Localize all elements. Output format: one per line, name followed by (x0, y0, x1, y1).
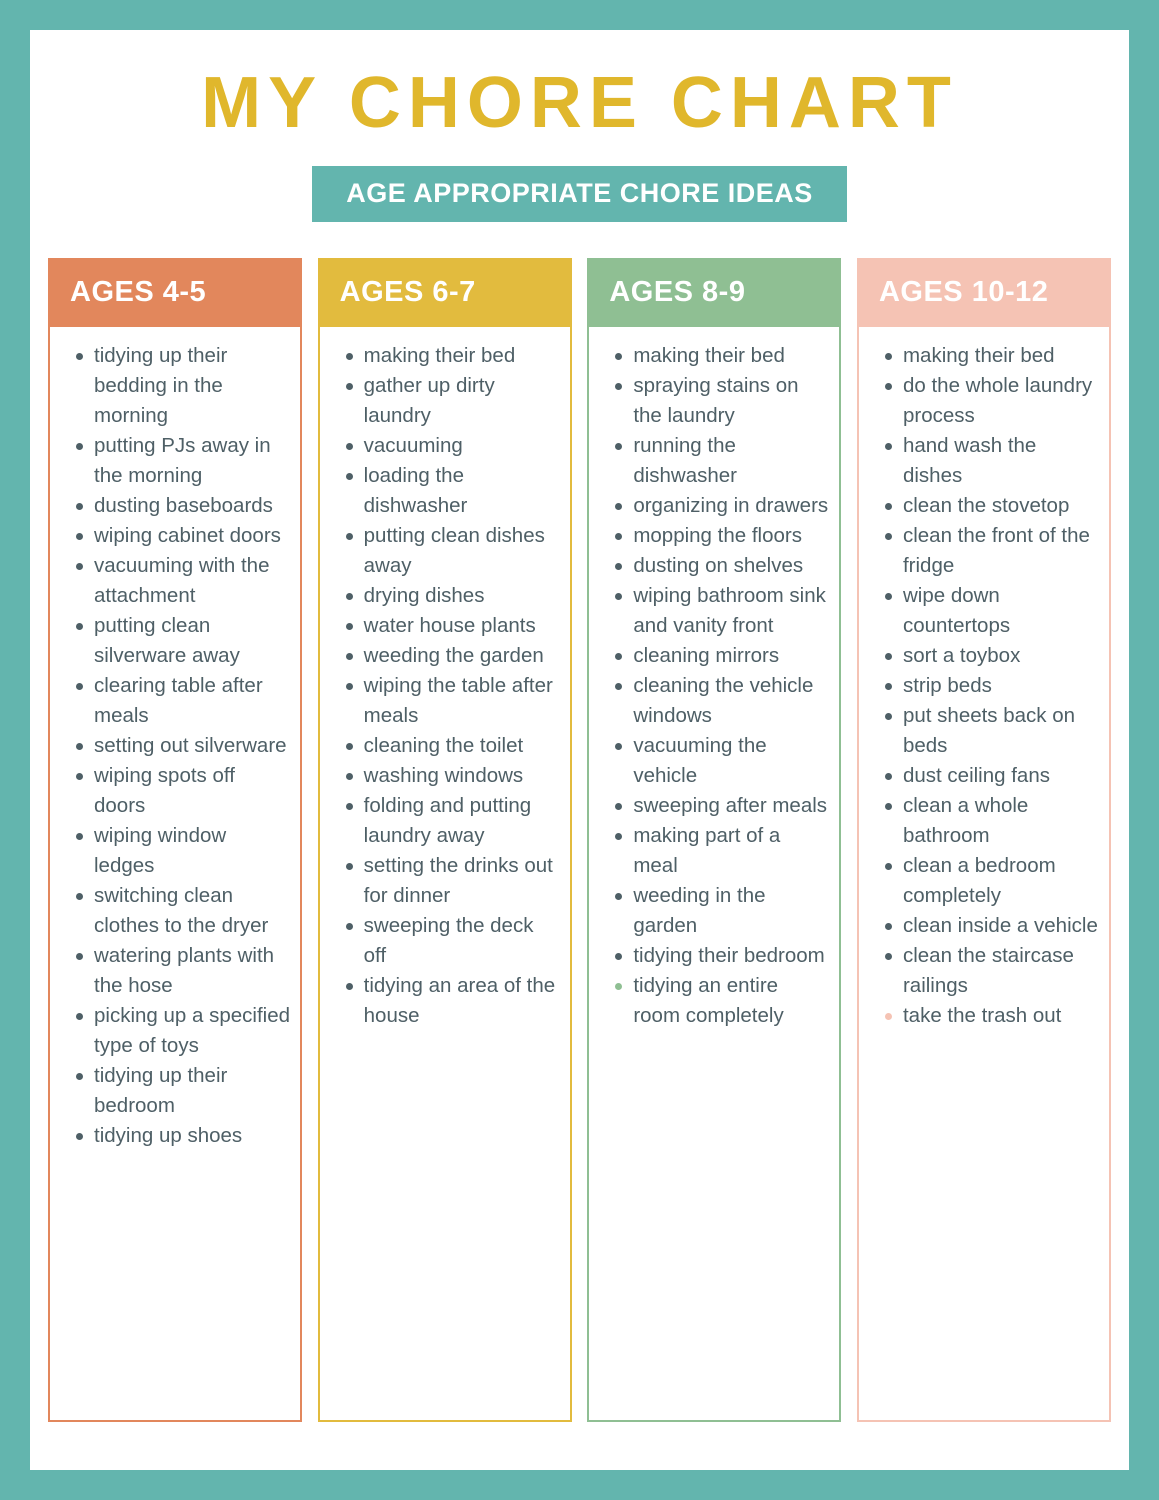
chore-item: clean the stovetop (903, 491, 1099, 521)
chore-item: wiping the table after meals (364, 671, 560, 731)
chore-item: making their bed (364, 341, 560, 371)
chore-item: spraying stains on the laundry (633, 371, 829, 431)
column-heading: AGES 8-9 (587, 258, 841, 327)
chore-column-ages-8-9 (587, 258, 841, 1422)
chore-item: dusting on shelves (633, 551, 829, 581)
chore-item: making their bed (633, 341, 829, 371)
chore-item: loading the dishwasher (364, 461, 560, 521)
chore-item: watering plants with the hose (94, 941, 290, 1001)
chore-list (330, 341, 560, 1031)
chore-item: clean a bedroom completely (903, 851, 1099, 911)
column-body (318, 327, 572, 1422)
chore-item: tidying an area of the house (364, 971, 560, 1031)
chore-item: putting clean silverware away (94, 611, 290, 671)
chore-item: putting clean dishes away (364, 521, 560, 581)
chore-chart-page (30, 30, 1129, 1470)
chore-item: folding and putting laundry away (364, 791, 560, 851)
chore-list (60, 341, 290, 1151)
chore-item: running the dishwasher (633, 431, 829, 491)
chore-item: weeding the garden (364, 641, 560, 671)
chore-item: clean the staircase railings (903, 941, 1099, 1001)
page-subtitle: AGE APPROPRIATE CHORE IDEAS (312, 166, 847, 222)
chore-item: dusting baseboards (94, 491, 290, 521)
chore-item: switching clean clothes to the dryer (94, 881, 290, 941)
chore-column-ages-4-5 (48, 258, 302, 1422)
chore-item: wiping bathroom sink and vanity front (633, 581, 829, 641)
chore-item: making their bed (903, 341, 1099, 371)
chore-item: do the whole laundry process (903, 371, 1099, 431)
chore-item: tidying up shoes (94, 1121, 290, 1151)
chore-item: putting PJs away in the morning (94, 431, 290, 491)
chore-column-ages-6-7 (318, 258, 572, 1422)
chore-item: cleaning mirrors (633, 641, 829, 671)
chore-item: vacuuming with the attachment (94, 551, 290, 611)
chore-item: washing windows (364, 761, 560, 791)
chore-item: wipe down countertops (903, 581, 1099, 641)
chore-item: tidying up their bedding in the morning (94, 341, 290, 431)
chore-item: clean inside a vehicle (903, 911, 1099, 941)
chore-item: water house plants (364, 611, 560, 641)
chore-item: dust ceiling fans (903, 761, 1099, 791)
chore-item: gather up dirty laundry (364, 371, 560, 431)
chore-item: clearing table after meals (94, 671, 290, 731)
chore-item: making part of a meal (633, 821, 829, 881)
chore-list (599, 341, 829, 1031)
chore-item: organizing in drawers (633, 491, 829, 521)
chore-item: weeding in the garden (633, 881, 829, 941)
column-body (587, 327, 841, 1422)
column-heading: AGES 4-5 (48, 258, 302, 327)
chore-item: drying dishes (364, 581, 560, 611)
chore-item: wiping window ledges (94, 821, 290, 881)
chore-item: clean a whole bathroom (903, 791, 1099, 851)
chore-item: take the trash out (903, 1001, 1099, 1031)
chore-item: sort a toybox (903, 641, 1099, 671)
chore-item: tidying their bedroom (633, 941, 829, 971)
chore-list (869, 341, 1099, 1031)
chore-columns (30, 258, 1129, 1422)
chore-item: vacuuming (364, 431, 560, 461)
chore-item: mopping the floors (633, 521, 829, 551)
column-body (857, 327, 1111, 1422)
page-title: MY CHORE CHART (201, 63, 958, 143)
column-body (48, 327, 302, 1422)
chore-item: tidying an entire room completely (633, 971, 829, 1031)
chore-item: picking up a specified type of toys (94, 1001, 290, 1061)
chore-item: wiping cabinet doors (94, 521, 290, 551)
chore-item: cleaning the vehicle windows (633, 671, 829, 731)
chore-item: hand wash the dishes (903, 431, 1099, 491)
chore-item: setting out silverware (94, 731, 290, 761)
chore-item: wiping spots off doors (94, 761, 290, 821)
chore-item: setting the drinks out for dinner (364, 851, 560, 911)
chore-item: sweeping the deck off (364, 911, 560, 971)
chore-item: cleaning the toilet (364, 731, 560, 761)
chore-item: put sheets back on beds (903, 701, 1099, 761)
chore-item: sweeping after meals (633, 791, 829, 821)
chore-column-ages-10-12 (857, 258, 1111, 1422)
column-heading: AGES 6-7 (318, 258, 572, 327)
column-heading: AGES 10-12 (857, 258, 1111, 327)
subtitle-container (30, 166, 1129, 222)
chore-item: vacuuming the vehicle (633, 731, 829, 791)
chore-item: strip beds (903, 671, 1099, 701)
chore-item: clean the front of the fridge (903, 521, 1099, 581)
chore-item: tidying up their bedroom (94, 1061, 290, 1121)
